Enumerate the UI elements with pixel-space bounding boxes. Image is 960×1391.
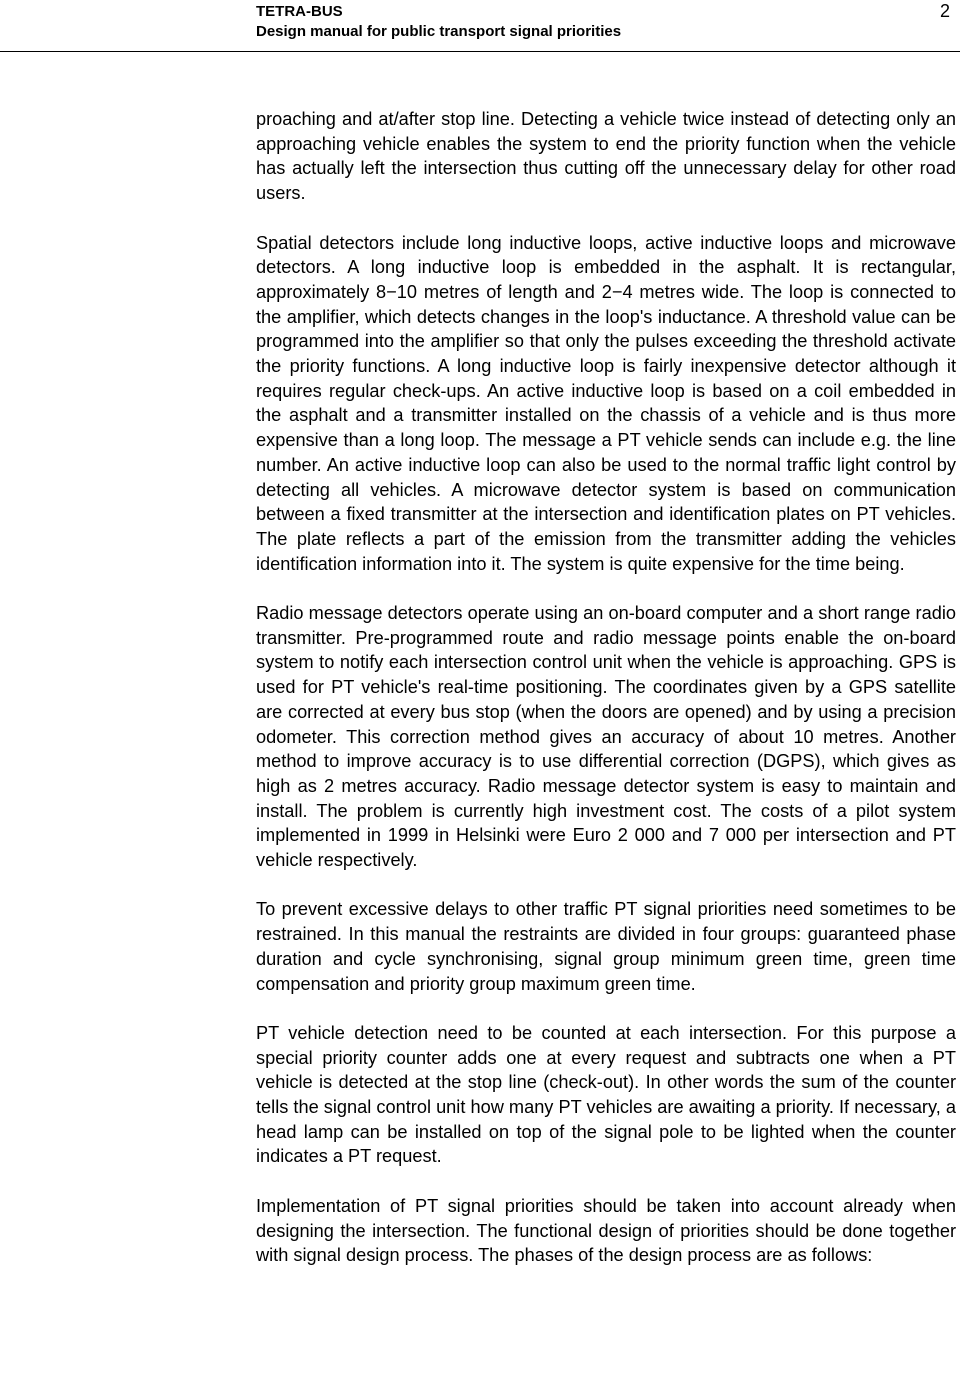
paragraph: Spatial detectors include long inductive loops, active inductive loops and microwave detectors. A long inductive loop is embedded in the asphalt. It is rectangular, approximately 8−10 metres of length and 2−4 metres wide. The loop is connected to the amplifier, which detects changes in the loop's inductance. A threshold value can be programmed into the amplifier so that only the pulses exceeding the threshold activate the priority functions. A long inductive loop is fairly inexpensive detector although it requires regular check-ups. An active inductive loop is based on a coil embedded in the asphalt and a transmitter installed on the chassis of a vehicle and is thus more expensive than a long loop. The message a PT vehicle sends can include e.g. the line number. An active inductive loop can also be used to the normal traffic light control by detecting all vehicles. A microwave detector system is based on communication between a fixed transmitter at the intersection and identification plates on PT vehicles. The plate reflects a part of the emission from the transmitter adding the vehicles identification information into it. The system is quite expensive for the time being. <box>256 232 956 574</box>
document-subtitle: Design manual for public transport signal priorities <box>256 23 622 40</box>
paragraph: PT vehicle detection need to be counted at each intersection. For this purpose a special priority counter adds one at every request and subtracts one when a PT vehicle is detected at the stop line (check-out). In other words the sum of the counter tells the signal control unit how many PT vehicles are awaiting a priority. If necessary, a head lamp can be installed on top of the signal pole to be lighted when the counter indicates a PT request. <box>256 1022 956 1167</box>
header-rule <box>0 51 960 52</box>
paragraph: Radio message detectors operate using an on-board computer and a short range radio transmitter. Pre-programmed route and radio message points enable the on-board system to notify each intersection control unit when the vehicle is approaching. GPS is used for PT vehicle's real-time positioning. The coordinates given by a GPS satellite are corrected at every bus stop (when the doors are opened) and by using a precision odometer. This correction method gives an accuracy of about 10 metres. Another method to improve accuracy is to use differential correction (DGPS), which gives as high as 2 metres accuracy. Radio message detector system is easy to maintain and install. The problem is currently high investment cost. The costs of a pilot system implemented in 1999 in Helsinki were Euro 2 000 and 7 000 per intersection and PT vehicle respectively. <box>256 603 956 871</box>
page-number: 2 <box>939 1 950 21</box>
document-title: TETRA-BUS <box>256 3 343 20</box>
paragraph: proaching and at/after stop line. Detecting a vehicle twice instead of detecting only an approaching vehicle enables the system to end the priority function when the vehicle has actually left the intersection thus cutting off the unnecessary delay for other road users. <box>256 109 956 204</box>
page-body <box>256 107 956 1293</box>
paragraph: To prevent excessive delays to other traffic PT signal priorities need sometimes to be restrained. In this manual the restraints are divided in four groups: guaranteed phase duration and cycle synchronising, signal group minimum green time, green time compensation and priority group maximum green time. <box>256 899 956 994</box>
page-header <box>256 0 956 52</box>
paragraph: Implementation of PT signal priorities should be taken into account already when designing the intersection. The functional design of priorities should be done together with signal design process. The phases of the design process are as follows: <box>256 1195 956 1266</box>
